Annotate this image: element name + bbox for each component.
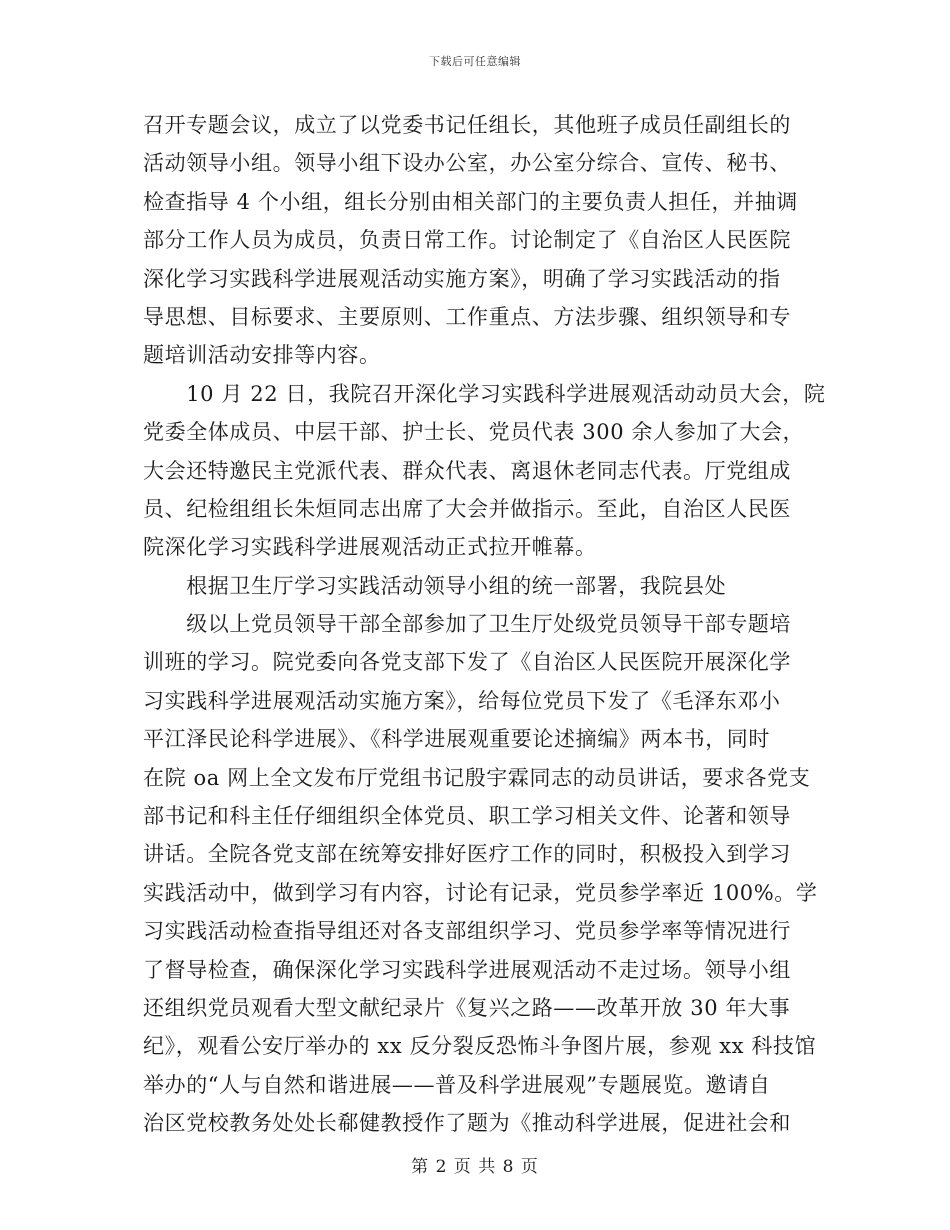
paragraph-line: 部分工作人员为成员，负责日常工作。讨论制定了《自治区人民医院 [143,228,791,253]
paragraph-line: 检查指导 4 个小组，组长分别由相关部门的主要负责人担任，并抽调 [143,189,798,214]
paragraph-line: 党委全体成员、中层干部、护士长、党员代表 300 余人参加了大会， [143,420,805,445]
paragraph-line: 活动领导小组。领导小组下设办公室，办公室分综合、宣传、秘书、 [143,151,791,176]
paragraph-line: 级以上党员领导干部全部参加了卫生厅处级党员领导干部专题培 [143,612,791,637]
paragraph-line: 根据卫生厅学习实践活动领导小组的统一部署，我院县处 [143,573,727,598]
paragraph-line: 还组织党员观看大型文献纪录片《复兴之路——改革开放 30 年大事 [143,995,791,1020]
paragraph-line: 深化学习实践科学进展观活动实施方案》，明确了学习实践活动的指 [143,266,781,291]
paragraph-line: 习实践活动检查指导组还对各支部组织学习、党员参学率等情况进行 [143,919,791,944]
paragraph-line: 举办的“人与自然和谐进展——普及科学进展观”专题展览。邀请自 [143,1072,771,1097]
paragraph-line: 讲话。全院各党支部在统筹安排好医疗工作的同时，积极投入到学习 [143,842,791,867]
paragraph-line: 导思想、目标要求、主要原则、工作重点、方法步骤、组织领导和专 [143,304,791,329]
page-header: 下载后可任意编辑 [429,55,521,68]
paragraph-line: 10 月 22 日，我院召开深化学习实践科学进展观活动动员大会，院 [143,381,826,406]
paragraph-line: 习实践科学进展观活动实施方案》，给每位党员下发了《毛泽东邓小 [143,688,781,713]
paragraph-line: 纪》，观看公安厅举办的 xx 反分裂反恐怖斗争图片展，参观 xx 科技馆 [143,1034,817,1059]
paragraph-line: 召开专题会议，成立了以党委书记任组长，其他班子成员任副组长的 [143,113,791,137]
paragraph-line: 实践活动中，做到学习有内容，讨论有记录，党员参学率近 100%。学 [143,880,818,905]
paragraph-line: 平江泽民论科学进展》、《科学进展观重要论述摘编》两本书，同时 [143,727,770,752]
paragraph-line: 题培训活动安排等内容。 [143,343,381,368]
document-body [143,106,826,1143]
paragraph-line: 治区党校教务处处长郗健教授作了题为《推动科学进展，促进社会和 [143,1111,791,1136]
paragraph-line: 大会还特邀民主党派代表、群众代表、离退休老同志代表。厅党组成 [143,458,791,483]
page-number-footer: 第 2 页 共 8 页 [411,1157,539,1177]
paragraph-line: 部书记和科主任仔细组织全体党员、职工学习相关文件、论著和领导 [143,804,791,829]
paragraph-line: 院深化学习实践科学进展观活动正式拉开帷幕。 [143,535,597,560]
paragraph-line: 员、纪检组组长朱烜同志出席了大会并做指示。至此，自治区人民医 [143,496,791,521]
paragraph-line: 了督导检查，确保深化学习实践科学进展观活动不走过场。领导小组 [143,957,791,982]
paragraph-line: 训班的学习。院党委向各党支部下发了《自治区人民医院开展深化学 [143,650,791,675]
paragraph-line: 在院 oa 网上全文发布厅党组书记殷宇霖同志的动员讲话，要求各党支 [143,765,811,790]
